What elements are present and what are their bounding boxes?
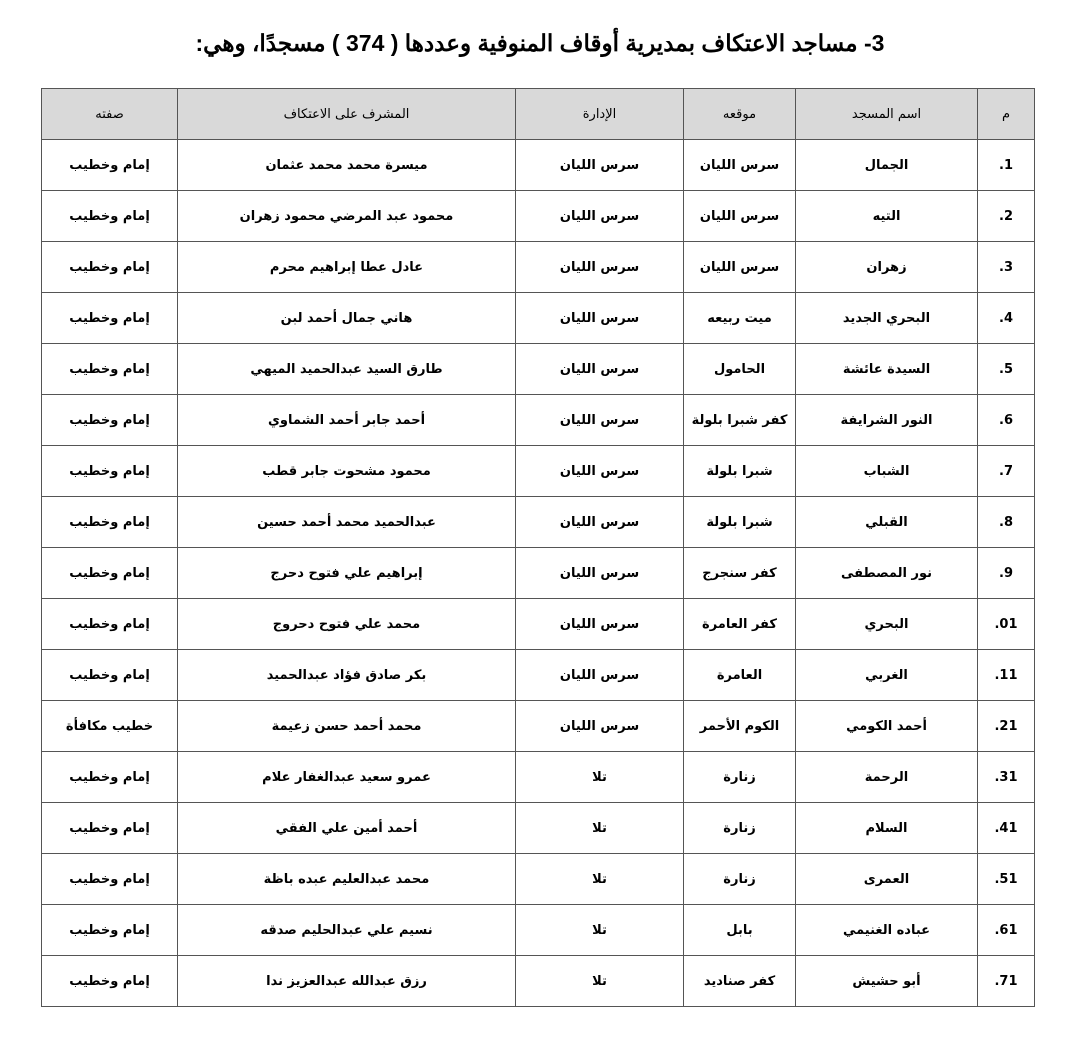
row-number-cell: .7 [978, 446, 1035, 497]
mosque-name-cell: التيه [796, 191, 978, 242]
row-number-cell: .6 [978, 395, 1035, 446]
administration-cell: سرس الليان [516, 344, 684, 395]
administration-cell: تلا [516, 803, 684, 854]
table-row [42, 650, 1035, 701]
table-row [42, 803, 1035, 854]
role-cell: خطيب مكافأة [42, 701, 178, 752]
header-role: صفته [42, 89, 178, 140]
role-cell: إمام وخطيب [42, 242, 178, 293]
header-mosque-name: اسم المسجد [796, 89, 978, 140]
role-cell: إمام وخطيب [42, 344, 178, 395]
role-cell: إمام وخطيب [42, 905, 178, 956]
mosque-name-cell: نور المصطفى [796, 548, 978, 599]
header-location: موقعه [684, 89, 796, 140]
supervisor-cell: أحمد أمين علي الفقي [178, 803, 516, 854]
mosque-name-cell: الشباب [796, 446, 978, 497]
role-cell: إمام وخطيب [42, 599, 178, 650]
mosque-name-cell: السلام [796, 803, 978, 854]
table-row [42, 752, 1035, 803]
table-row [42, 395, 1035, 446]
row-number-cell: .11 [978, 650, 1035, 701]
supervisor-cell: بكر صادق فؤاد عبدالحميد [178, 650, 516, 701]
table-row [42, 701, 1035, 752]
table-row [42, 293, 1035, 344]
location-cell: ميت ربيعه [684, 293, 796, 344]
mosque-name-cell: أحمد الكومي [796, 701, 978, 752]
mosque-name-cell: البحري الجديد [796, 293, 978, 344]
role-cell: إمام وخطيب [42, 191, 178, 242]
table-row [42, 854, 1035, 905]
header-supervisor: المشرف على الاعتكاف [178, 89, 516, 140]
administration-cell: تلا [516, 956, 684, 1007]
role-cell: إمام وخطيب [42, 395, 178, 446]
row-number-cell: .01 [978, 599, 1035, 650]
role-cell: إمام وخطيب [42, 293, 178, 344]
table-row [42, 599, 1035, 650]
row-number-cell: .3 [978, 242, 1035, 293]
supervisor-cell: طارق السيد عبدالحميد الميهي [178, 344, 516, 395]
supervisor-cell: محمد عبدالعليم عبده باظة [178, 854, 516, 905]
administration-cell: سرس الليان [516, 242, 684, 293]
location-cell: كفر سنجرج [684, 548, 796, 599]
row-number-cell: .2 [978, 191, 1035, 242]
table-row [42, 956, 1035, 1007]
role-cell: إمام وخطيب [42, 752, 178, 803]
location-cell: زنارة [684, 854, 796, 905]
mosque-name-cell: البحري [796, 599, 978, 650]
location-cell: كفر شبرا بلولة [684, 395, 796, 446]
supervisor-cell: محمود عبد المرضي محمود زهران [178, 191, 516, 242]
mosque-name-cell: الرحمة [796, 752, 978, 803]
location-cell: سرس الليان [684, 140, 796, 191]
mosques-table [41, 88, 1035, 1007]
supervisor-cell: عمرو سعيد عبدالغفار علام [178, 752, 516, 803]
supervisor-cell: محمود مشحوت جابر قطب [178, 446, 516, 497]
location-cell: كفر صناديد [684, 956, 796, 1007]
table-row [42, 242, 1035, 293]
location-cell: بابل [684, 905, 796, 956]
administration-cell: سرس الليان [516, 497, 684, 548]
location-cell: كفر العامرة [684, 599, 796, 650]
header-number: م [978, 89, 1035, 140]
role-cell: إمام وخطيب [42, 803, 178, 854]
supervisor-cell: هاني جمال أحمد لبن [178, 293, 516, 344]
supervisor-cell: عبدالحميد محمد أحمد حسين [178, 497, 516, 548]
administration-cell: سرس الليان [516, 191, 684, 242]
location-cell: الكوم الأحمر [684, 701, 796, 752]
administration-cell: تلا [516, 905, 684, 956]
administration-cell: سرس الليان [516, 599, 684, 650]
supervisor-cell: إبراهيم علي فتوح دحرج [178, 548, 516, 599]
row-number-cell: .1 [978, 140, 1035, 191]
location-cell: شبرا بلولة [684, 497, 796, 548]
table-row [42, 905, 1035, 956]
row-number-cell: .4 [978, 293, 1035, 344]
mosque-name-cell: الجمال [796, 140, 978, 191]
supervisor-cell: نسيم علي عبدالحليم صدقه [178, 905, 516, 956]
role-cell: إمام وخطيب [42, 956, 178, 1007]
location-cell: زنارة [684, 803, 796, 854]
table-row [42, 497, 1035, 548]
mosque-name-cell: القبلي [796, 497, 978, 548]
supervisor-cell: محمد علي فتوح دحروج [178, 599, 516, 650]
mosque-name-cell: الغربي [796, 650, 978, 701]
row-number-cell: .31 [978, 752, 1035, 803]
table-row [42, 140, 1035, 191]
supervisor-cell: أحمد جابر أحمد الشماوي [178, 395, 516, 446]
administration-cell: سرس الليان [516, 446, 684, 497]
administration-cell: تلا [516, 752, 684, 803]
mosque-name-cell: زهران [796, 242, 978, 293]
mosque-name-cell: العمرى [796, 854, 978, 905]
supervisor-cell: محمد أحمد حسن زعيمة [178, 701, 516, 752]
administration-cell: سرس الليان [516, 548, 684, 599]
administration-cell: سرس الليان [516, 701, 684, 752]
supervisor-cell: عادل عطا إبراهيم محرم [178, 242, 516, 293]
mosque-name-cell: النور الشرايفة [796, 395, 978, 446]
role-cell: إمام وخطيب [42, 140, 178, 191]
supervisor-cell: ميسرة محمد محمد عثمان [178, 140, 516, 191]
row-number-cell: .71 [978, 956, 1035, 1007]
table-row [42, 548, 1035, 599]
administration-cell: سرس الليان [516, 395, 684, 446]
row-number-cell: .61 [978, 905, 1035, 956]
document-title: 3- مساجد الاعتكاف بمديرية أوقاف المنوفية وعددها ( 374 ) مسجدًا، وهي: [195, 30, 885, 56]
location-cell: شبرا بلولة [684, 446, 796, 497]
location-cell: الحامول [684, 344, 796, 395]
mosque-name-cell: أبو حشيش [796, 956, 978, 1007]
administration-cell: سرس الليان [516, 140, 684, 191]
row-number-cell: .41 [978, 803, 1035, 854]
role-cell: إمام وخطيب [42, 548, 178, 599]
table-row [42, 344, 1035, 395]
administration-cell: سرس الليان [516, 650, 684, 701]
location-cell: العامرة [684, 650, 796, 701]
mosque-name-cell: عباده الغنيمي [796, 905, 978, 956]
role-cell: إمام وخطيب [42, 854, 178, 905]
supervisor-cell: رزق عبدالله عبدالعزيز ندا [178, 956, 516, 1007]
location-cell: زنارة [684, 752, 796, 803]
role-cell: إمام وخطيب [42, 650, 178, 701]
row-number-cell: .51 [978, 854, 1035, 905]
row-number-cell: .21 [978, 701, 1035, 752]
location-cell: سرس الليان [684, 242, 796, 293]
role-cell: إمام وخطيب [42, 497, 178, 548]
mosque-name-cell: السيدة عائشة [796, 344, 978, 395]
location-cell: سرس الليان [684, 191, 796, 242]
table-row [42, 191, 1035, 242]
administration-cell: تلا [516, 854, 684, 905]
header-administration: الإدارة [516, 89, 684, 140]
administration-cell: سرس الليان [516, 293, 684, 344]
row-number-cell: .5 [978, 344, 1035, 395]
row-number-cell: .8 [978, 497, 1035, 548]
role-cell: إمام وخطيب [42, 446, 178, 497]
row-number-cell: .9 [978, 548, 1035, 599]
table-row [42, 446, 1035, 497]
table-header-row [42, 89, 1035, 140]
